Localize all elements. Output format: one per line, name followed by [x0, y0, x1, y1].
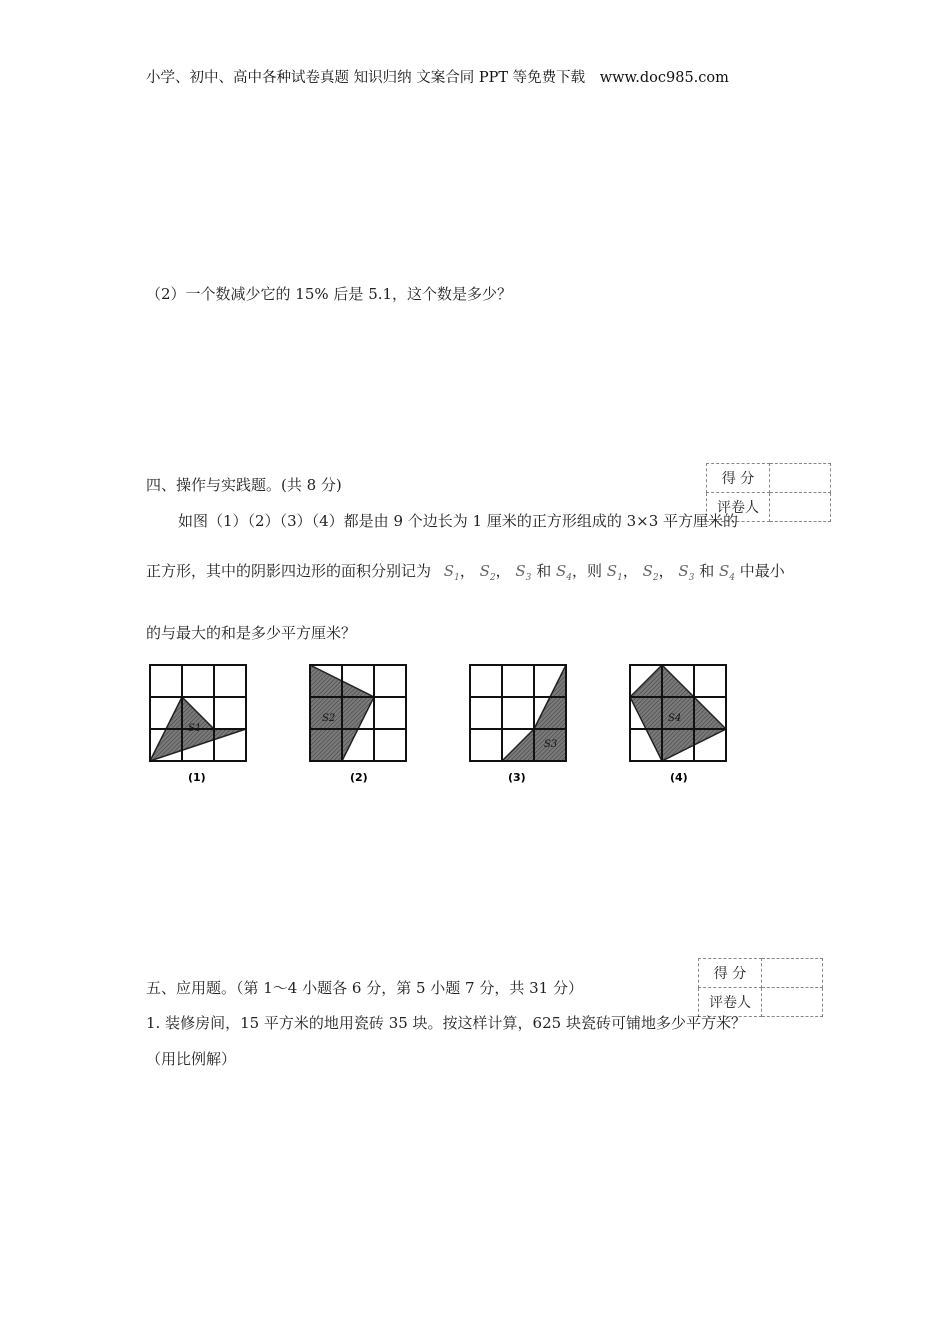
symbol-s4: $S_4$: [555, 562, 572, 583]
header-site: www.doc985.com: [599, 70, 729, 86]
figure-4-label: (4): [670, 771, 688, 784]
line-2-and: 和: [536, 562, 552, 580]
symbol-s2: $S_2$: [479, 562, 496, 583]
score-label-5: 得 分: [699, 959, 762, 988]
figure-1-label: (1): [188, 771, 206, 784]
section-4-line-3: 的与最大的和是多少平方厘米？: [146, 624, 357, 642]
symbol-s2-b: $S_2$: [642, 562, 659, 583]
grader-label: 评卷人: [707, 493, 770, 522]
score-box-section-5: [698, 958, 823, 1017]
section-5-title: 五、应用题。（第 1～4 小题各 6 分，第 5 小题 7 分，共 31 分）: [146, 979, 583, 997]
figure-3-label: (3): [508, 771, 526, 784]
figure-2-shape-label: S2: [322, 713, 336, 724]
figure-3-shape-label: S3: [544, 739, 558, 750]
figure-1-shape-label: S1: [188, 723, 202, 734]
section-4-line-1: 如图（1）（2）（3）（4）都是由 9 个边长为 1 厘米的正方形组成的 3×3 平方厘米的: [178, 512, 739, 530]
symbol-s4-b: $S_4$: [718, 562, 735, 583]
figures-grid-panel: [140, 655, 760, 790]
grader-value-cell: [770, 493, 831, 522]
question-2: （2）一个数减少它的 15% 后是 5.1，这个数是多少？: [146, 285, 513, 303]
grader-label-5: 评卷人: [699, 988, 762, 1017]
section-5-question-1: 1. 装修房间，15 平方米的地用瓷砖 35 块。按这样计算，625 块瓷砖可铺地多少平方米？: [146, 1014, 746, 1032]
grader-value-cell-5: [762, 988, 823, 1017]
figure-3: [470, 665, 566, 784]
line-2-and-b: 和: [699, 562, 715, 580]
figure-2: [310, 665, 406, 784]
section-4-title: 四、操作与实践题。(共 8 分): [146, 476, 342, 494]
score-value-cell: [770, 464, 831, 493]
figure-1: [150, 665, 246, 784]
symbol-s1: $S_1$: [443, 562, 460, 583]
header-text: 小学、初中、高中各种试卷真题 知识归纳 文案合同 PPT 等免费下载: [146, 70, 586, 86]
symbol-s3: $S_3$: [515, 562, 532, 583]
figure-4: [630, 665, 726, 784]
section-5-question-1-hint: （用比例解）: [146, 1050, 237, 1068]
symbol-s1-b: $S_1$: [606, 562, 623, 583]
score-value-cell-5: [762, 959, 823, 988]
figure-4-shape-label: S4: [668, 713, 682, 724]
section-4-line-2: 正方形，其中的阴影四边形的面积分别记为 $S_1$， $S_2$， $S_3$ 和 $S_4$，则 $S_1$， $S_2$， $S_3$ 和 $S_4$ 中最小: [146, 562, 785, 583]
score-label: 得 分: [707, 464, 770, 493]
line-2-tail: 中最小: [739, 562, 785, 580]
page-header: [146, 66, 729, 87]
line-2-then: ，则: [572, 562, 603, 580]
line-2-lead: 正方形，其中的阴影四边形的面积分别记为: [146, 562, 432, 580]
symbol-s3-b: $S_3$: [678, 562, 695, 583]
figure-2-label: (2): [350, 771, 368, 784]
